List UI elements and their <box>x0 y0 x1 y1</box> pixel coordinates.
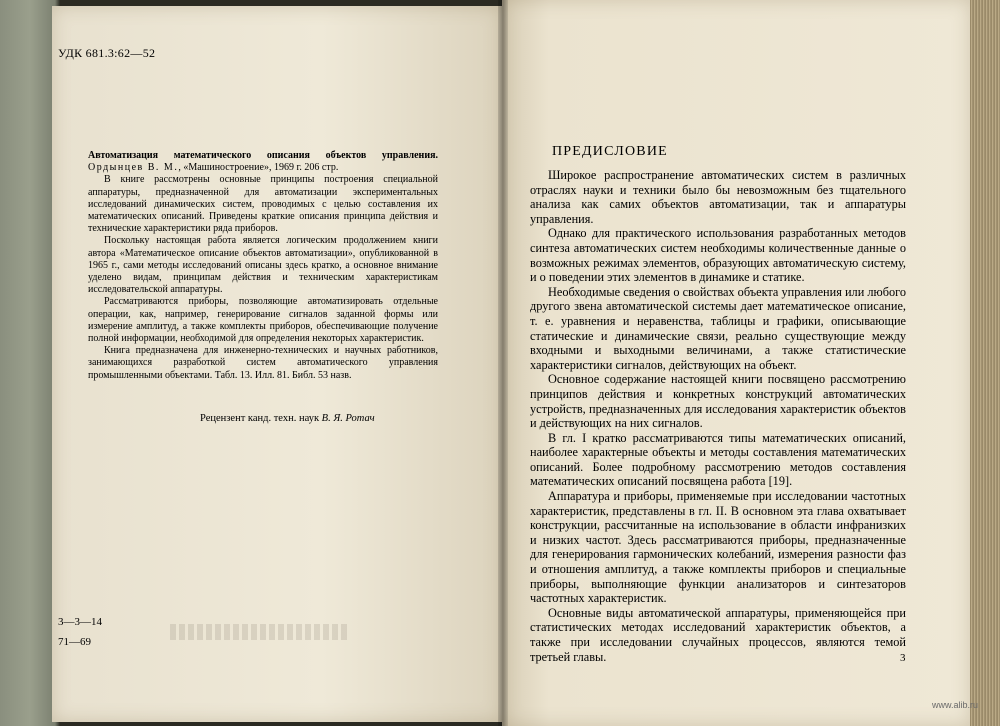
preface-paragraph: Однако для практического использования разработанных методов синтеза автоматических систем необходимы количественные данные о возможных режимах элементов, образующих автоматическую систему, и о поведении этих элементов в динамике и статике. <box>530 226 906 285</box>
page-number: 3 <box>900 652 906 664</box>
reviewer-label: Рецензент канд. техн. наук <box>200 413 320 424</box>
abstract-paragraph: В книге рассмотрены основные принципы построения специальной аппаратуры, предназначенной для автоматизации экспериментальных исследований динамических систем, проводимых с целью составления их математических описаний. Приведены краткие описания принципа действия и технические характеристики ряда приборов. <box>88 174 438 235</box>
page-edges <box>970 0 1000 726</box>
preface-paragraph: Основные виды автоматической аппаратуры, применяющейся при статистических методах исследований характеристик объектов, а также при исследовании случайных процессов, являются темой третьей главы. <box>530 605 906 664</box>
preface-paragraph: Широкое распространение автоматических систем в различных отраслях науки и техники было бы невозможным без тщательного анализа как самих объектов автоматизации, так и аппаратуры управления. <box>530 168 906 226</box>
preface-title: ПРЕДИСЛОВИЕ <box>552 144 668 159</box>
abstract-paragraph: Книга предназначена для инженерно-технических и научных работников, занимающихся разработкой систем автоматического управления промышленными объектами. Табл. 13. Илл. 81. Библ. 53 назв. <box>88 345 438 381</box>
print-code-top: 3—3—14 <box>58 616 102 628</box>
udk-code: УДК 681.3:62—52 <box>58 46 156 60</box>
preface-paragraph: Необходимые сведения о свойствах объекта управления или любого другого звена автоматической системы дает математическое описание, т. е. уравнения и неравенства, таблицы и графики, описывающие статические и динамические связи, реально существующие между входными и выходными величинами, а также статистические характеристики сигналов, действующих на объект. <box>530 284 906 372</box>
faded-stamp <box>170 624 350 640</box>
abstract-paragraph: Поскольку настоящая работа является логическим продолжением книги автора «Математическое описание объектов автоматизации», опубликованной в 1965 г., сами методы исследований описаны здесь кратко, а основное внимание уделено видам, принципам действия и техническим характеристикам исследовательской аппаратуры. <box>88 235 438 296</box>
reviewer-name: В. Я. Ротач <box>321 413 375 424</box>
print-code-bottom: 71—69 <box>58 636 91 648</box>
abstract-paragraph: Рассматриваются приборы, позволяющие автоматизировать отдельные операции, как, например, генерирование сигналов заданной формы или измерение амплитуд, а также комплекты приборов, обеспечивающие получение полной информации, необходимой для определения некоторых характеристик. <box>88 296 438 345</box>
reference-title: Автоматизация математического описания объектов управления. <box>88 150 438 161</box>
reviewer-line <box>200 413 375 424</box>
preface-paragraph: Аппаратура и приборы, применяемые при исследовании частотных характеристик, представлены в гл. II. В основном эта глава охватывает конструкции, рассчитанные на использование в области инфранизких и низких частот. Здесь рассматриваются приборы, предназначенные для генерирования гармонических колебаний, измерения разности фаз и отношения амплитуд, а также комплекты приборов и специальные приборы, выполняющие функции анализаторов и синтезаторов частотных характеристик. <box>530 489 906 606</box>
reference-publisher: , «Машиностроение», 1969 г. 206 стр. <box>178 162 339 174</box>
preface-paragraph: Основное содержание настоящей книги посвящено рассмотрению принципов действия и конкретных конструкций автоматических устройств, предназначенных для исследования характеристик объектов и действующих на них сигналов. <box>530 372 906 431</box>
preface-body <box>530 168 906 664</box>
preface-paragraph: В гл. I кратко рассматриваются типы математических описаний, наиболее характерные объекты и методы составления математических описаний. Более подробному рассмотрению методов составления математических описаний посвящена работа [19]. <box>530 430 906 489</box>
site-watermark: www.alib.ru <box>932 700 979 710</box>
reference-line <box>88 150 438 174</box>
reference-author: Ордынцев В. М. <box>88 162 179 174</box>
book-gutter <box>498 0 508 726</box>
bibliographic-abstract <box>88 150 438 382</box>
